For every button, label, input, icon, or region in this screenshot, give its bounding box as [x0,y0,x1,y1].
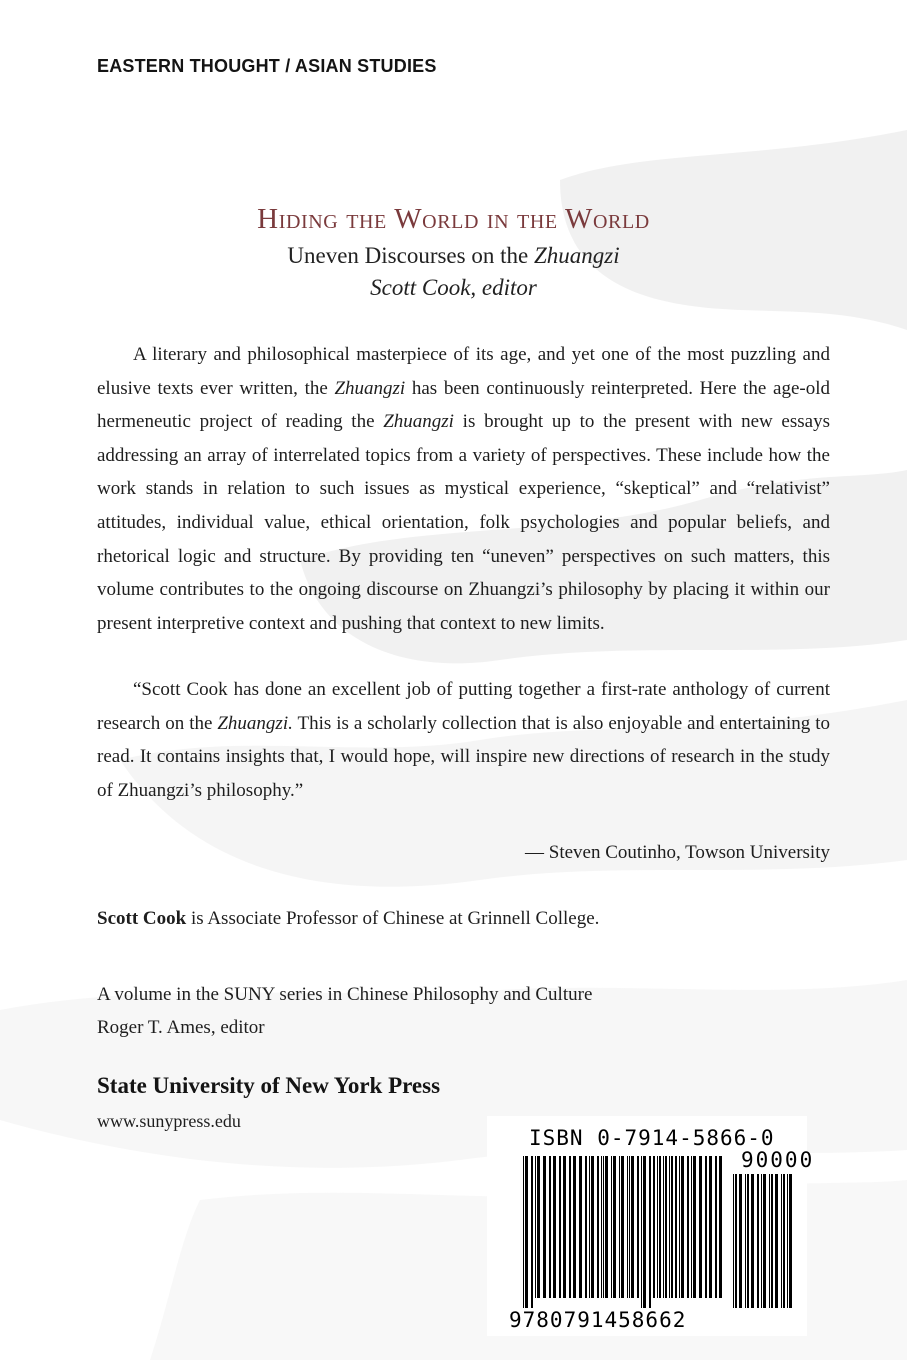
barcode-bar [693,1156,696,1298]
barcode-bar [751,1174,754,1308]
barcode-bar [771,1174,773,1308]
series-info-line: A volume in the SUNY series in Chinese Philosophy and Culture [97,984,593,1005]
description-italic-2: Zhuangzi [383,411,454,433]
barcode-bar [537,1156,540,1298]
description-italic-1: Zhuangzi [334,377,406,399]
barcode-bar [605,1156,608,1298]
barcode-bar [757,1174,759,1308]
subtitle-text: Uneven Discourses on the [287,243,534,268]
blurb-text-2: This is a scholarly collection that is also enjoyable and entertaining to read. It contains insights that, I would hope, will inspire new directions of research in the study of Zhuangzi’s philosophy.” [97,712,830,801]
subtitle-italic: Zhuangzi [533,243,620,268]
barcode-bar [679,1156,680,1298]
series-editor-line: Roger T. Ames, editor [97,1017,265,1038]
barcode-bar [763,1174,766,1308]
barcode-bar [579,1156,582,1298]
barcode-bar [611,1156,612,1298]
barcode-bar [709,1156,712,1298]
addon-barcode-bars [733,1174,797,1308]
barcode-bar [597,1156,599,1298]
barcode-bar [769,1174,770,1308]
description-text-2: has been continuously reinterpreted. Here the age-old hermeneutic project of reading the [97,377,830,433]
barcode-bar [543,1156,546,1298]
barcode-bar [553,1156,556,1298]
description-paragraph [97,338,830,640]
barcode-bar [735,1174,737,1308]
ean-digits-text: 9780791458662 [509,1308,687,1332]
barcode-bar [705,1156,707,1298]
series-category-label: EASTERN THOUGHT / ASIAN STUDIES [97,56,437,76]
blurb-attribution: — Steven Coutinho, Towson University [525,842,830,863]
barcode-bar [627,1156,628,1298]
publisher-url: www.sunypress.edu [97,1111,241,1131]
publisher-name: State University of New York Press [97,1073,441,1098]
barcode-bar [781,1174,782,1308]
barcode-bar [719,1156,722,1298]
series-info [97,978,592,1044]
barcode-bar [745,1174,746,1308]
barcode-bar [601,1156,602,1298]
barcode-bar [671,1156,673,1298]
barcode-bar [569,1156,571,1298]
barcode-bar [523,1156,524,1308]
barcode-bar [663,1156,664,1298]
barcode-bar [687,1156,689,1298]
isbn-text: ISBN 0-7914-5866-0 [529,1126,775,1150]
author-name: Scott Cook [97,908,187,929]
barcode-bar [573,1156,576,1298]
barcode-bar [641,1156,642,1308]
barcode-bar [621,1156,624,1298]
barcode-bar [619,1156,620,1298]
barcode-bar [535,1156,536,1298]
barcode-bar [669,1156,670,1298]
barcode-bar [653,1156,655,1298]
barcode-bar [775,1174,778,1308]
barcode-bar [787,1174,788,1308]
barcode-bar [591,1156,594,1298]
barcode-bar [761,1174,762,1308]
barcode-bar [739,1174,742,1308]
barcode-bar [531,1156,533,1308]
barcode-bar [699,1156,702,1298]
barcode-bar [643,1156,646,1308]
barcode-bar [675,1156,677,1298]
isbn-barcode [487,1116,815,1336]
barcode-bar [789,1174,792,1308]
blurb-text-1: “Scott Cook has done an excellent job of putting together a first-rate anthology of current research on the [97,679,830,734]
barcode-bar [525,1156,528,1308]
barcode-bar [691,1156,692,1298]
barcode-bar [659,1156,661,1298]
barcode-bar [665,1156,667,1298]
barcode-bar [733,1174,734,1308]
book-subtitle [0,243,907,269]
barcode-bar [585,1156,587,1298]
price-code-text: 90000 [741,1148,815,1172]
barcode-bar [681,1156,684,1298]
description-text-3: is brought up to the present with new essays addressing an array of interrelated topics from a variety of perspectives. These include how the work stands in relation to such issues as mystical experience, “skeptical” and “relativist” attitudes, individual value, ethical orientation, folk psychologies and popular beliefs, and rhetorical logic and structure. By providing ten “uneven” perspectives on such matters, this volume contributes to the ongoing discourse on Zhuangzi’s philosophy by placing it within our present interpretive context and pushing that context to new limits. [97,411,830,634]
barcode-bar [783,1174,785,1308]
review-blurb [97,673,830,807]
barcode-bar [563,1156,566,1298]
description-text-1: A literary and philosophical masterpiece of its age, and yet one of the most puzzling and elusive texts ever written, the [97,344,830,399]
barcode-bar [747,1174,749,1308]
barcode-bar [549,1156,551,1298]
barcode-bar [629,1156,630,1298]
book-title: Hiding the World in the World [257,203,650,235]
barcode-bar [657,1156,658,1298]
barcode-bar [613,1156,616,1298]
barcode-bar [715,1156,717,1298]
author-bio-text: is Associate Professor of Chinese at Grinnell College. [186,908,600,929]
barcode-bar [559,1156,561,1298]
book-editor-line: Scott Cook, editor [370,275,537,300]
barcode-bar [603,1156,604,1298]
barcode-bar [637,1156,639,1298]
author-bio [97,908,599,930]
blurb-italic: Zhuangzi. [217,712,293,734]
barcode-bar [631,1156,634,1298]
barcode-bar [649,1156,651,1308]
ean-barcode-bars [523,1156,723,1308]
barcode-bar [589,1156,590,1298]
